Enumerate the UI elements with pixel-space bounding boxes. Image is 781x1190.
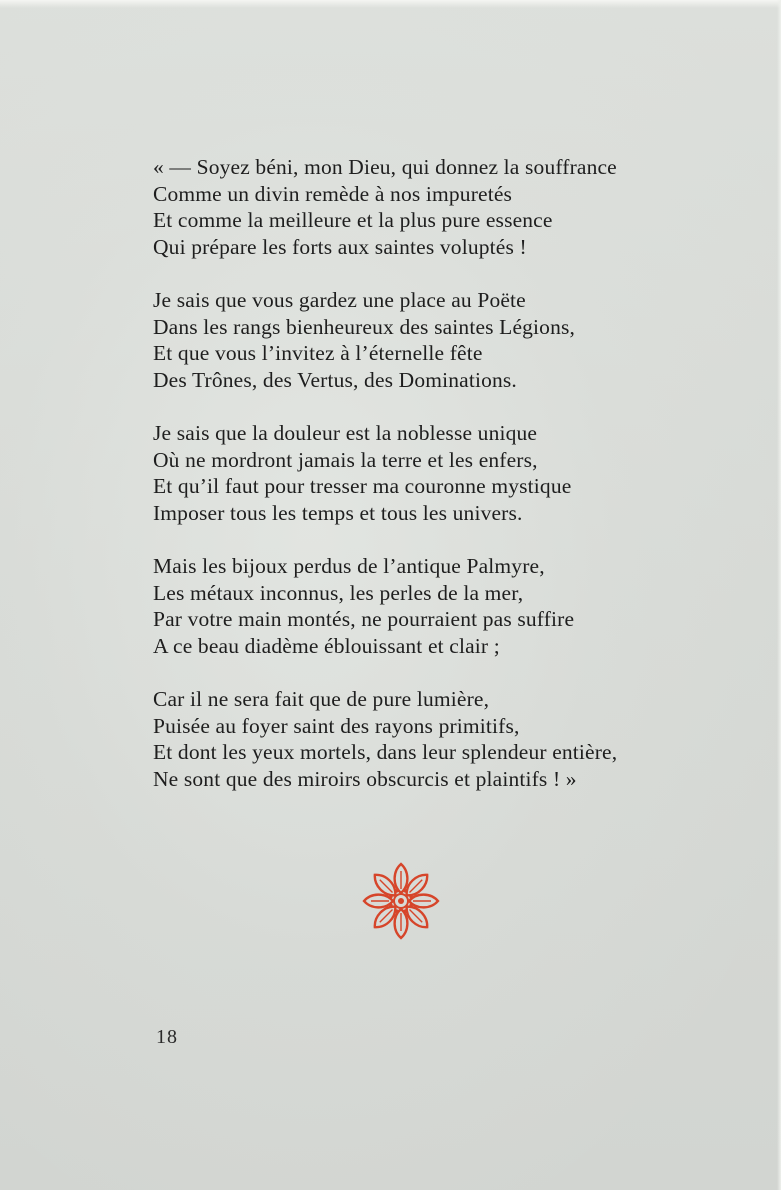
poem-line: Je sais que la douleur est la noblesse unique [153, 421, 538, 445]
poem-line: Je sais que vous gardez une place au Poëte [153, 288, 526, 312]
poem-line: Où ne mordront jamais la terre et les enfers, [153, 447, 538, 472]
poem-line: Les métaux inconnus, les perles de la mer, [153, 580, 524, 605]
poem-line: A ce beau diadème éblouissant et clair ; [153, 633, 500, 658]
poem-line: Dans les rangs bienheureux des saintes Légions, [153, 314, 576, 339]
poem-line: Ne sont que des miroirs obscurcis et plaintifs ! » [153, 766, 577, 791]
poem-line: Des Trônes, des Vertus, des Dominations. [153, 367, 517, 392]
page-top-edge [0, 0, 781, 8]
poem-text [153, 154, 753, 819]
poem-line: Puisée au foyer saint des rayons primitifs, [153, 713, 520, 738]
red-flower-ornament-icon [362, 862, 440, 940]
poem-line: Imposer tous les temps et tous les univers. [153, 500, 523, 525]
stanza-3 [153, 420, 753, 526]
page-number: 18 [156, 1026, 178, 1048]
poem-line: Et dont les yeux mortels, dans leur splendeur entière, [153, 740, 618, 764]
poem-line: « — Soyez béni, mon Dieu, qui donnez la souffrance [153, 155, 617, 179]
page-right-edge [777, 0, 781, 1190]
stanza-1 [153, 154, 753, 260]
stanza-2 [153, 287, 753, 393]
poem-line: Par votre main montés, ne pourraient pas suffire [153, 607, 575, 631]
poem-line: Qui prépare les forts aux saintes voluptés ! [153, 234, 527, 259]
poem-line: Et qu’il faut pour tresser ma couronne mystique [153, 474, 572, 498]
poem-line: Et comme la meilleure et la plus pure essence [153, 208, 553, 232]
stanza-5 [153, 686, 753, 792]
poem-line: Et que vous l’invitez à l’éternelle fête [153, 341, 483, 365]
poem-line: Car il ne sera fait que de pure lumière, [153, 687, 490, 711]
poem-line: Mais les bijoux perdus de l’antique Palmyre, [153, 554, 545, 578]
stanza-4 [153, 553, 753, 659]
poem-line: Comme un divin remède à nos impuretés [153, 181, 513, 206]
